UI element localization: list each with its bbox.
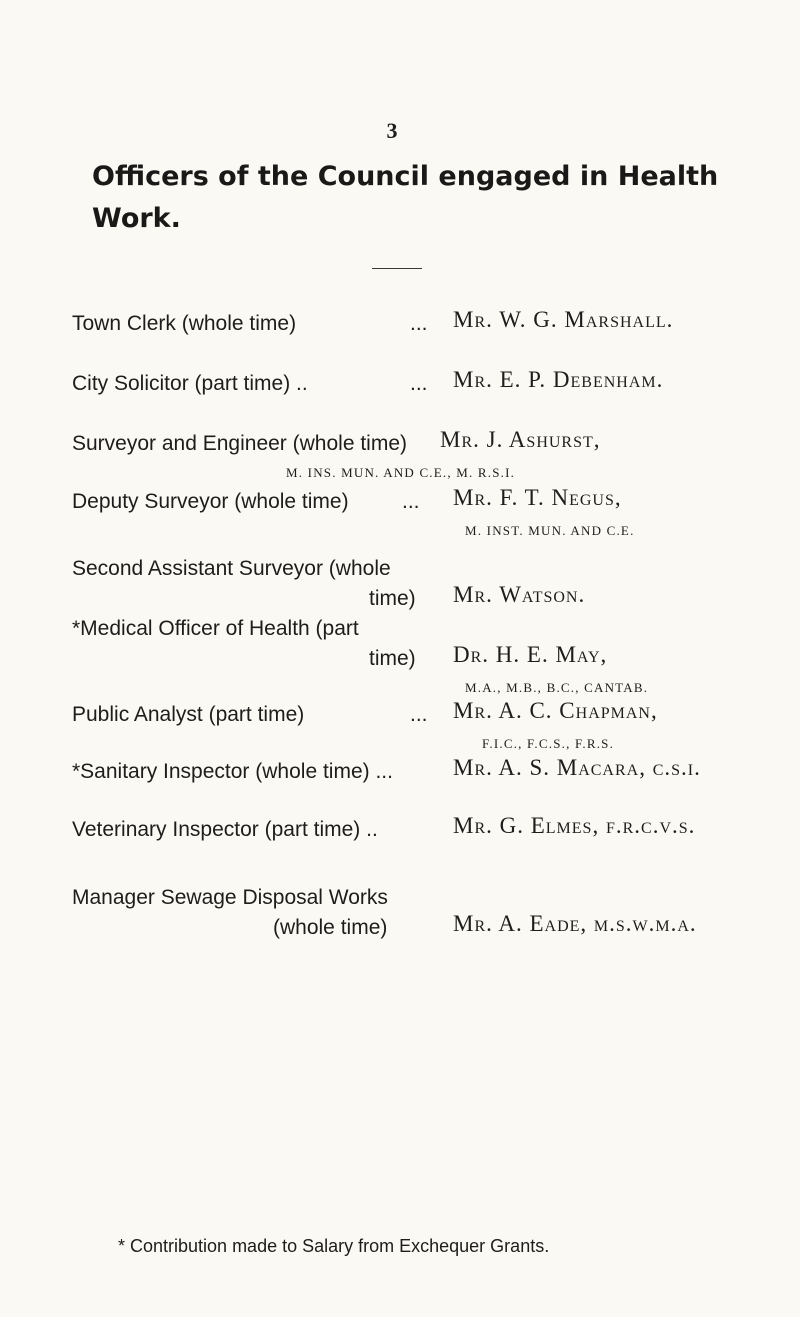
officer-qualifications: M.A., M.B., B.C., CANTAB. xyxy=(465,680,649,695)
officer-post: City Solicitor (part time) .. xyxy=(72,372,308,395)
title-divider xyxy=(372,268,422,269)
officer-post: Veterinary Inspector (part time) .. xyxy=(72,818,378,841)
officer-post: Town Clerk (whole time) xyxy=(72,312,297,335)
officer-post: *Medical Officer of Health (part xyxy=(72,617,359,640)
officer-qualifications: M. INST. MUN. AND C.E. xyxy=(465,523,635,538)
officer-post: Public Analyst (part time) xyxy=(72,703,305,726)
officer-name: Mr. A. Eade, m.s.w.m.a. xyxy=(453,911,697,936)
page-number: 3 xyxy=(386,118,398,143)
officer-qualifications: M. INS. MUN. AND C.E., M. R.S.I. xyxy=(286,465,516,480)
officer-name: Mr. G. Elmes, f.r.c.v.s. xyxy=(453,813,696,838)
officer-post: Deputy Surveyor (whole time) xyxy=(72,490,349,513)
officer-post: *Sanitary Inspector (whole time) ... xyxy=(72,760,393,783)
officer-post: Second Assistant Surveyor (whole xyxy=(72,557,391,580)
officer-post: Manager Sewage Disposal Works xyxy=(72,886,388,909)
officer-name: Mr. F. T. Negus, xyxy=(453,485,622,510)
dot-leader: ... xyxy=(402,490,420,513)
officer-name: Mr. A. S. Macara, c.s.i. xyxy=(453,755,701,780)
page-title: Officers of the Council engaged in Health Work. xyxy=(92,161,719,234)
officer-post: Surveyor and Engineer (whole time) xyxy=(72,432,407,455)
officer-post-continued: (whole time) xyxy=(273,916,388,939)
footnote: * Contribution made to Salary from Exchequer Grants. xyxy=(118,1236,550,1256)
officer-name: Mr. E. P. Debenham. xyxy=(453,367,664,392)
officer-post-continued: time) xyxy=(369,647,416,670)
officer-name: Mr. Watson. xyxy=(453,582,586,607)
officer-name: Mr. W. G. Marshall. xyxy=(453,307,674,332)
officer-name: Mr. A. C. Chapman, xyxy=(453,698,658,723)
officer-name: Dr. H. E. May, xyxy=(453,642,608,667)
dot-leader: ... xyxy=(410,312,428,335)
dot-leader: ... xyxy=(410,372,428,395)
officer-post-continued: time) xyxy=(369,587,416,610)
dot-leader: ... xyxy=(410,703,428,726)
officer-qualifications: F.I.C., F.C.S., F.R.S. xyxy=(482,736,615,751)
officer-name: Mr. J. Ashurst, xyxy=(440,427,601,452)
